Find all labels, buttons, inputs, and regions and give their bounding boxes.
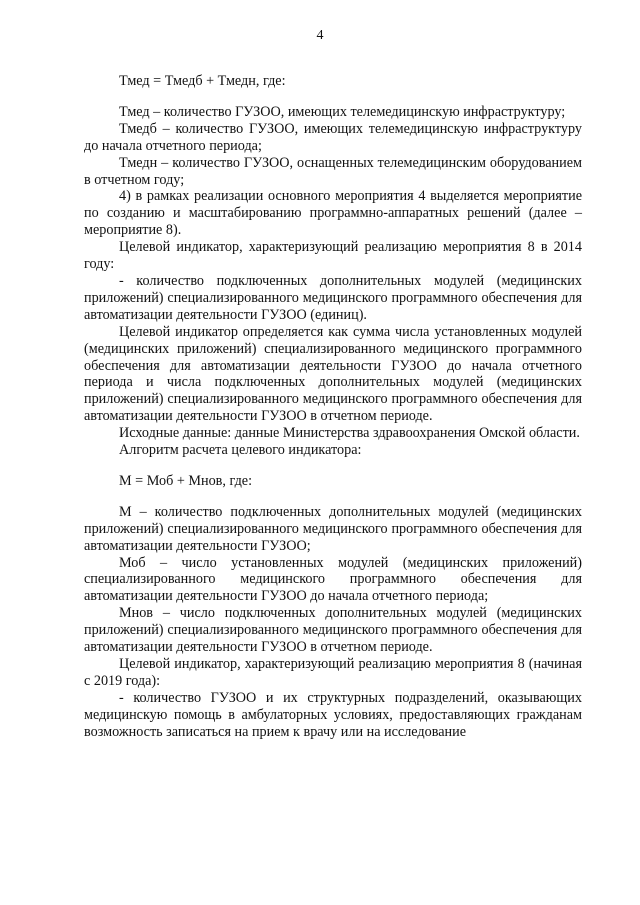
document-body: [84, 73, 582, 741]
paragraph-indicator-2019: Целевой индикатор, характеризующий реализацию мероприятия 8 (начиная с 2019 года):: [84, 656, 582, 689]
formula-tmed: Тмед = Тмедб + Тмедн, где:: [119, 73, 286, 89]
definition-mob: Моб – число установленных модулей (медицинских приложений) специализированного медицинского программного обеспечения для автоматизации деятельности ГУЗОО до начала отчетного периода;: [84, 554, 582, 605]
paragraph-indicator-modules: - количество подключенных дополнительных модулей (медицинских приложений) специализированного медицинского программного обеспечения для автоматизации деятельности ГУЗОО (единиц).: [84, 272, 582, 323]
paragraph-item-4: 4) в рамках реализации основного мероприятия 4 выделяется мероприятие по созданию и масштабированию программно-аппаратных решений (далее – мероприятие 8).: [84, 188, 582, 239]
paragraph-source-data: Исходные данные: данные Министерства здравоохранения Омской области.: [119, 425, 580, 442]
definition-tmed: Тмед – количество ГУЗОО, имеющих телемедицинскую инфраструктуру;: [119, 103, 566, 120]
paragraph-indicator-2014: Целевой индикатор, характеризующий реализацию мероприятия 8 в 2014 году:: [84, 239, 582, 273]
paragraph-algorithm-heading: Алгоритм расчета целевого индикатора:: [119, 442, 362, 459]
formula-m: М = Моб + Мнов, где:: [119, 472, 253, 489]
definition-tmedn: Тмедн – количество ГУЗОО, оснащенных телемедицинским оборудованием в отчетном году;: [84, 154, 582, 188]
page-number: 4: [316, 28, 324, 43]
definition-mnov: Мнов – число подключенных дополнительных модулей (медицинских приложений) специализированного медицинского программного обеспечения для автоматизации деятельности ГУЗОО в отчетном периоде.: [84, 605, 582, 656]
definition-tmedb: Тмедб – количество ГУЗОО, имеющих телемедицинскую инфраструктуру до начала отчетного периода;: [84, 120, 582, 154]
paragraph-indicator-appointments: - количество ГУЗОО и их структурных подразделений, оказывающих медицинскую помощь в амбулаторных условиях, предоставляющих гражданам возможность записаться на прием к врачу или на исследование: [84, 689, 582, 740]
paragraph-indicator-definition: Целевой индикатор определяется как сумма числа установленных модулей (медицинских приложений) специализированного медицинского программного обеспечения для автоматизации деятельности ГУЗОО до начала отчетного периода и числа подключенных дополнительных модулей (медицинских приложений) специализированного медицинского программного обеспечения для автоматизации деятельности ГУЗОО в отчетном периоде.: [84, 323, 582, 425]
definition-m: М – количество подключенных дополнительных модулей (медицинских приложений) специализированного медицинского программного обеспечения для автоматизации деятельности ГУЗОО;: [84, 503, 582, 554]
